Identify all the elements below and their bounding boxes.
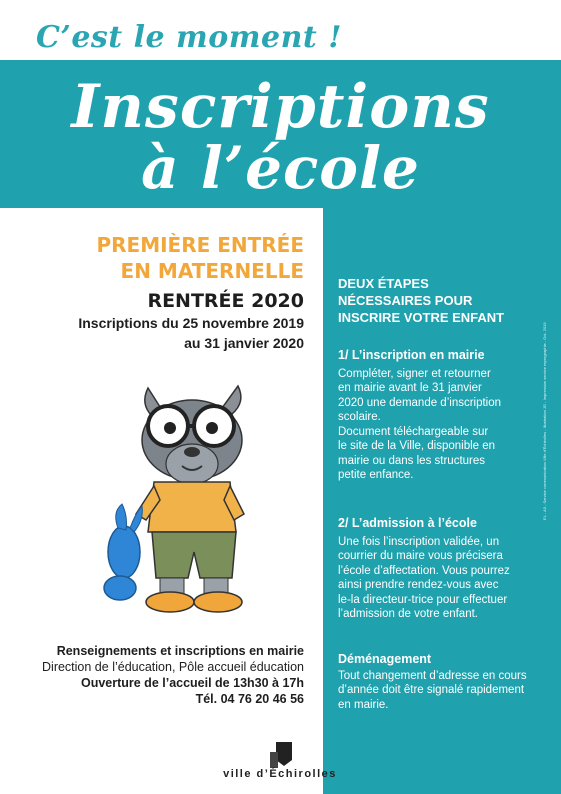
step-2-title: 2/ L’admission à l’école bbox=[338, 516, 477, 530]
step-1 bbox=[338, 348, 538, 483]
heading-line-1: PREMIÈRE ENTRÉE bbox=[96, 233, 304, 257]
step-1-line: Compléter, signer et retourner bbox=[338, 367, 491, 380]
step-1-title: 1/ L’inscription en mairie bbox=[338, 348, 485, 362]
dates-line-2: au 31 janvier 2020 bbox=[184, 335, 304, 351]
step-1-line: le site de la Ville, disponible en bbox=[338, 440, 496, 452]
title-line-2: à l’école bbox=[141, 134, 420, 202]
moving-title: Déménagement bbox=[338, 652, 432, 666]
moving-notice bbox=[338, 652, 538, 712]
city-logo-text: ville d’Échirolles bbox=[223, 768, 337, 780]
contact-line-1: Renseignements et inscriptions en mairie bbox=[56, 644, 304, 658]
step-2-line: courrier du maire vous précisera bbox=[338, 550, 503, 562]
step-2-line: l’admission de votre enfant. bbox=[338, 608, 478, 620]
heading-line-2: EN MATERNELLE bbox=[120, 259, 304, 283]
print-credit: EL - A3 - Service communication Ville d’Échirolles - Illustration JG - Impression service reprographie - Oct. 2019 bbox=[542, 322, 547, 520]
contact-line-2: Direction de l’éducation, Pôle accueil éducation bbox=[42, 660, 304, 674]
step-1-line: Document téléchargeable sur bbox=[338, 425, 489, 438]
step-2-line: le-la directeur-trice pour effectuer bbox=[338, 593, 508, 606]
steps-heading-line-3: INSCRIRE VOTRE ENFANT bbox=[338, 310, 505, 325]
phone-number: Tél. 04 76 20 46 56 bbox=[195, 692, 304, 706]
title-line-1: Inscriptions bbox=[71, 72, 490, 142]
step-1-line: scolaire. bbox=[338, 411, 381, 423]
moving-line: d’année doit être signalé rapidement bbox=[338, 684, 525, 696]
city-logo bbox=[200, 740, 360, 786]
dates-line-1: Inscriptions du 25 novembre 2019 bbox=[78, 315, 304, 331]
child-illustration bbox=[100, 382, 260, 622]
step-1-line: 2020 une demande d’inscription bbox=[338, 396, 502, 409]
moving-line: en mairie. bbox=[338, 698, 389, 711]
moving-line: Tout changement d’adresse en cours bbox=[338, 669, 527, 682]
tagline: C’est le moment ! bbox=[36, 20, 342, 55]
step-2-line: ainsi prendre rendez-vous avec bbox=[338, 579, 499, 591]
step-2 bbox=[338, 516, 538, 622]
step-1-line: petite enfance. bbox=[338, 469, 414, 481]
steps-heading-line-1: DEUX ÉTAPES bbox=[338, 276, 429, 291]
contact-line-3: Ouverture de l’accueil de 13h30 à 17h bbox=[80, 676, 304, 690]
step-1-line: mairie ou dans les structures bbox=[338, 454, 486, 467]
rentree-label: RENTRÉE 2020 bbox=[147, 290, 304, 312]
step-2-line: Une fois l’inscription validée, un bbox=[338, 535, 500, 548]
steps-heading-line-2: NÉCESSAIRES POUR bbox=[338, 293, 473, 308]
contact-info bbox=[0, 643, 304, 707]
enrollment-summary bbox=[0, 232, 320, 352]
steps-heading bbox=[338, 275, 538, 326]
step-1-line: en mairie avant le 31 janvier bbox=[338, 382, 482, 394]
step-2-line: l’école d’affectation. Vous pourrez bbox=[338, 564, 510, 577]
